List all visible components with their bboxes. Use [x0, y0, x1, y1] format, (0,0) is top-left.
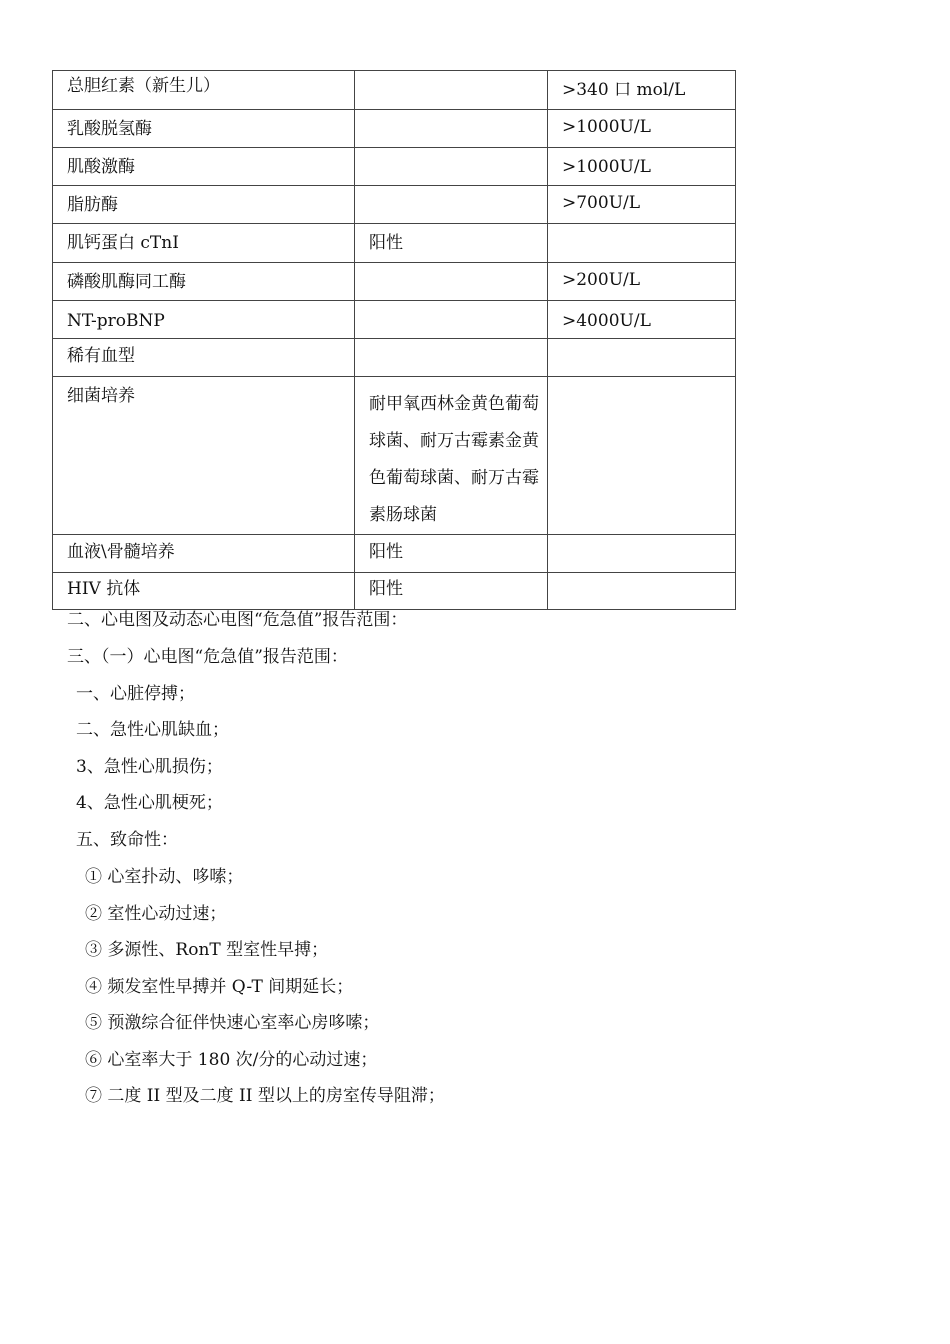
condition-cell: [355, 301, 548, 339]
item-name-cell: 乳酸脱氢酶: [53, 110, 355, 148]
list-item: ③ 多源性、RonT 型室性早搏；: [85, 940, 329, 960]
threshold-cell: [548, 377, 736, 535]
item-name-cell: 磷酸肌酶同工酶: [53, 263, 355, 301]
condition-cell: 耐甲氧西林金黄色葡萄球菌、耐万古霉素金黄色葡萄球菌、耐万古霉素肠球菌: [355, 377, 548, 535]
table-row: [53, 148, 736, 186]
table-row: [53, 535, 736, 573]
list-item: 二、急性心肌缺血；: [76, 720, 229, 740]
list-item: ④ 频发室性早搏并 Q-T 间期延长；: [85, 977, 354, 997]
list-item: ⑥ 心室率大于 180 次/分的心动过速；: [85, 1050, 378, 1070]
threshold-cell: >200U/L: [548, 263, 736, 301]
table-row: [53, 186, 736, 224]
condition-cell: [355, 186, 548, 224]
table-row: [53, 263, 736, 301]
list-item: ⑦ 二度 II 型及二度 II 型以上的房室传导阻滞；: [85, 1086, 445, 1106]
item-name-cell: 细菌培养: [53, 377, 355, 535]
threshold-cell: >1000U/L: [548, 148, 736, 186]
threshold-cell: >4000U/L: [548, 301, 736, 339]
item-name-cell: 脂肪酶: [53, 186, 355, 224]
item-name-cell: 稀有血型: [53, 339, 355, 377]
item-name-cell: 肌酸激酶: [53, 148, 355, 186]
item-name-cell: 血液\骨髓培养: [53, 535, 355, 573]
condition-cell: 阳性: [355, 535, 548, 573]
threshold-cell: [548, 339, 736, 377]
condition-cell: [355, 71, 548, 110]
list-item: 4、急性心肌梗死；: [76, 793, 223, 813]
table-row: [53, 224, 736, 263]
item-name-cell: HIV 抗体: [53, 573, 355, 610]
item-name-cell: 总胆红素（新生儿）: [53, 71, 355, 110]
condition-cell: 阳性: [355, 573, 548, 610]
table-row: [53, 301, 736, 339]
list-item: 一、心脏停搏；: [76, 684, 195, 704]
condition-cell: [355, 263, 548, 301]
table-row: [53, 377, 736, 535]
condition-cell: [355, 110, 548, 148]
section-heading: 三、（一）心电图“危急值”报告范围：: [67, 647, 348, 667]
threshold-cell: >1000U/L: [548, 110, 736, 148]
table-row: [53, 573, 736, 610]
threshold-cell: >700U/L: [548, 186, 736, 224]
table-row: [53, 339, 736, 377]
item-name-cell: 肌钙蛋白 cTnI: [53, 224, 355, 263]
list-item: ① 心室扑动、哆嗦；: [85, 867, 244, 887]
condition-cell: 阳性: [355, 224, 548, 263]
list-item: ⑤ 预激综合征伴快速心室率心房哆嗦；: [85, 1013, 380, 1033]
critical-values-table: [52, 70, 736, 610]
table-row: [53, 110, 736, 148]
threshold-cell: [548, 573, 736, 610]
list-item: ② 室性心动过速；: [85, 904, 227, 924]
threshold-cell: >340 口 mol/L: [548, 71, 736, 110]
threshold-cell: [548, 535, 736, 573]
list-item: 3、急性心肌损伤；: [76, 757, 223, 777]
threshold-cell: [548, 224, 736, 263]
section-heading: 二、心电图及动态心电图“危急值”报告范围：: [67, 610, 408, 630]
condition-cell: [355, 148, 548, 186]
list-item: 五、致命性：: [76, 830, 178, 850]
item-name-cell: NT-proBNP: [53, 301, 355, 339]
table-row: [53, 71, 736, 110]
condition-cell: [355, 339, 548, 377]
